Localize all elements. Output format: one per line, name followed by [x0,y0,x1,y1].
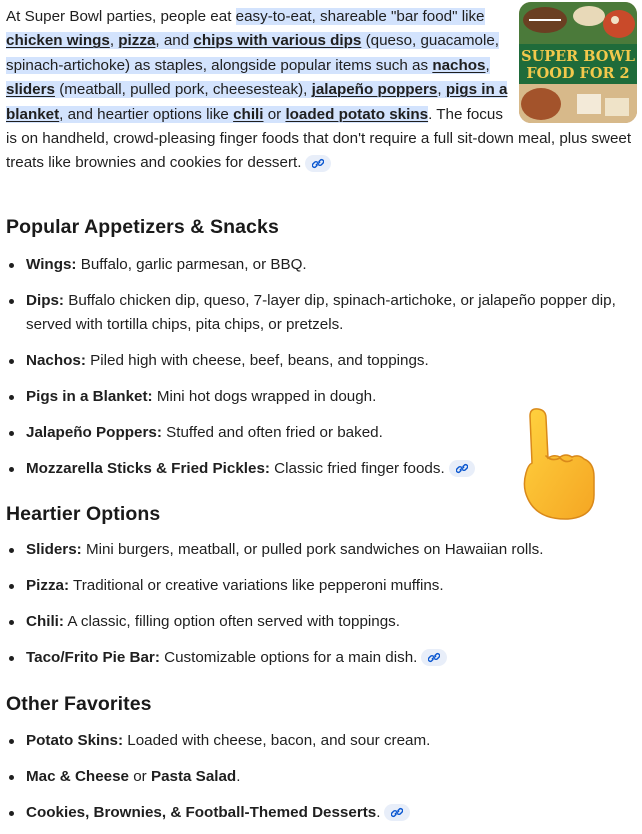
list-item: Pizza: Traditional or creative variations like pepperoni muffins. [6,574,634,598]
section-heading-other-favorites: Other Favorites [6,693,152,715]
list-item: Mozzarella Sticks & Fried Pickles: Classic fried finger foods. [6,457,634,481]
link-chili[interactable]: chili [233,105,264,123]
pointing-hand-emoji [516,408,598,520]
link-pizza[interactable]: pizza [118,32,156,50]
section-heading-popular-appetizers: Popular Appetizers & Snacks [6,216,279,238]
link-sliders[interactable]: sliders [6,81,55,99]
list-item: Cookies, Brownies, & Football-Themed Desserts. [6,801,634,825]
citation-button[interactable] [449,460,475,477]
link-chicken-wings[interactable]: chicken wings [6,32,110,50]
highlighted-summary: easy-to-eat, shareable "bar food" like chicken wings, pizza, and chips with various dips (queso, guacamole, spinach-artichoke) as staples, alongside popular items such as nachos, sliders (meatball, pulled pork, cheesesteak), jalapeño poppers, pigs in a blanket, and heartier options like chili or loaded potato skins [6,8,508,123]
intro-paragraph: SUPER BOWL FOOD FOR 2 At Super Bowl parties, people eat easy-to-eat, shareable "bar food" like chicken wings, pizza, and chips with various dips (queso, guacamole, spinach-artichoke) as staples, alongside popular items such as nachos, sliders (meatball, pulled pork, cheesesteak), jalapeño poppers, pigs in a blanket, and heartier options like chili or loaded potato skins. The focus is on handheld, crowd-pleasing finger foods that don't require a full sit-down meal, plus sweet treats like brownies and cookies for dessert. [6,5,634,176]
list-item: Pigs in a Blanket: Mini hot dogs wrapped in dough. [6,385,634,409]
link-jalapeno-poppers[interactable]: jalapeño poppers [311,81,438,99]
thumbnail-title-line1: SUPER BOWL [521,48,635,65]
thumbnail-title-line2: FOOD FOR 2 [526,65,630,82]
citation-button[interactable] [305,155,331,172]
list-item: Mac & Cheese or Pasta Salad. [6,765,634,789]
list-item: Potato Skins: Loaded with cheese, bacon, and sour cream. [6,729,634,753]
list-item: Taco/Frito Pie Bar: Customizable options for a main dish. [6,646,634,670]
link-loaded-potato-skins[interactable]: loaded potato skins [285,105,429,123]
list-item: Dips: Buffalo chicken dip, queso, 7-layer dip, spinach-artichoke, or jalapeño popper dip, served with tortilla chips, pita chips, or pretzels. [6,289,634,338]
intro-text: At Super Bowl parties, people eat [6,8,236,25]
link-chips-with-dips[interactable]: chips with various dips [193,32,362,50]
list-item: Nachos: Piled high with cheese, beef, beans, and toppings. [6,349,634,373]
link-pigs-in-a-blanket[interactable]: pigs in a blanket [6,81,508,123]
link-icon [456,463,468,474]
ai-overview-answer [6,0,635,821]
list-other-favorites [6,729,634,825]
list-heartier-options [6,538,634,670]
citation-button[interactable] [384,804,410,821]
list-item: Jalapeño Poppers: Stuffed and often fried or baked. [6,421,634,445]
citation-button[interactable] [421,649,447,666]
super-bowl-food-thumbnail[interactable] [519,2,637,123]
section-heading-heartier-options: Heartier Options [6,503,161,525]
link-icon [312,158,324,169]
list-item: Sliders: Mini burgers, meatball, or pulled pork sandwiches on Hawaiian rolls. [6,538,634,562]
list-item: Chili: A classic, filling option often served with toppings. [6,610,634,634]
link-icon [391,807,403,818]
list-item: Wings: Buffalo, garlic parmesan, or BBQ. [6,253,634,277]
link-nachos[interactable]: nachos [432,56,486,74]
link-icon [428,652,440,663]
